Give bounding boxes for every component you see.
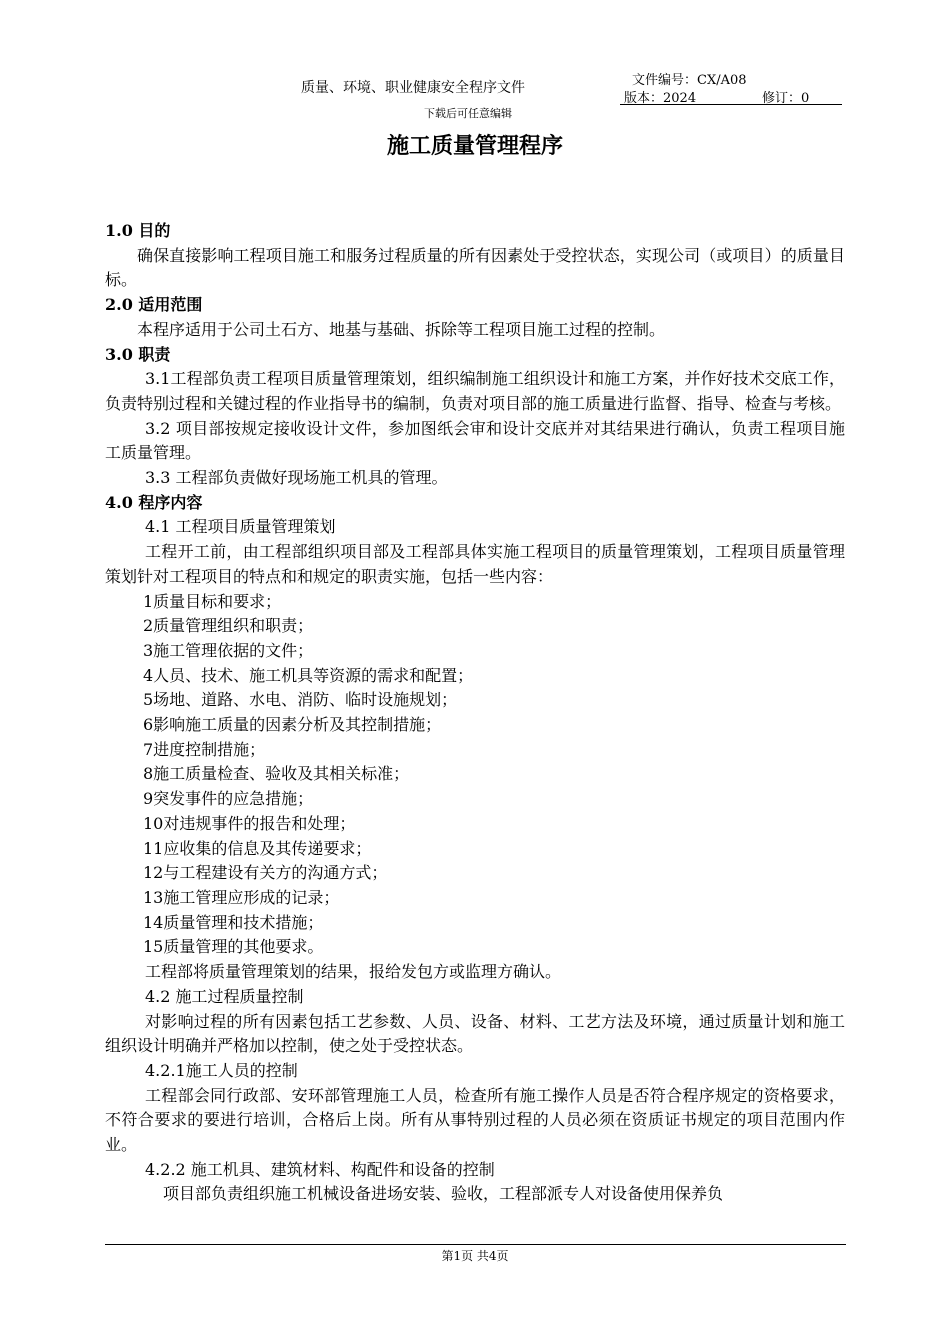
page-number: 第1页 共4页 [441,1249,509,1263]
list-item: 5场地、道路、水电、消防、临时设施规划； [143,690,458,710]
subsection-text-4-1: 工程开工前，由工程部组织项目部及工程部具体实施工程项目的质量管理策划，工程项目质量管理策划针对工程项目的特点和和规定的职责实施，包括一些内容： [105,542,845,586]
list-item: 1质量目标和要求； [143,591,282,611]
footer-divider [105,1244,846,1245]
list-item: 2质量管理组织和职责； [143,616,314,636]
header-divider [620,104,842,105]
subsection-heading-4-1: 4.1 工程项目质量管理策划 [145,517,336,537]
subsection-text-4-2-1: 工程部会同行政部、安环部管理施工人员，检查所有施工操作人员是否符合程序规定的资格要求，不符合要求的要进行培训，合格后上岗。所有从事特别过程的人员必须在资质证书规定的项目范围内作业。 [105,1085,845,1155]
doc-revision: 修订：0 [762,91,810,106]
section-heading-purpose: 1.0 目的 [105,221,171,240]
list-item: 7进度控制措施； [143,739,266,759]
section-heading-procedure: 4.0 程序内容 [105,492,203,512]
list-item: 14质量管理和技术措施； [143,912,324,932]
doc-series-title: 质量、环境、职业健康安全程序文件 [301,80,525,96]
section-heading-duties: 3.0 职责 [105,344,171,364]
list-item: 4人员、技术、施工机具等资源的需求和配置； [143,665,474,685]
download-note: 下载后可任意编辑 [424,107,512,120]
duty-3-2: 3.2 项目部按规定接收设计文件，参加图纸会审和设计交底并对其结果进行确认，负责工程项目施工质量管理。 [105,418,845,463]
page-title: 施工质量管理程序 [386,133,563,159]
list-item: 13施工管理应形成的记录； [143,887,340,907]
list-item: 12与工程建设有关方的沟通方式； [143,863,388,883]
section-text-scope: 本程序适用于公司土石方、地基与基础、拆除等工程项目施工过程的控制。 [137,319,666,339]
subsection-text-4-2: 对影响过程的所有因素包括工艺参数、人员、设备、材料、工艺方法及环境，通过质量计划和施工组织设计明确并严格加以控制，使之处于受控状态。 [105,1011,845,1056]
planning-conclusion: 工程部将质量管理策划的结果，报给发包方或监理方确认。 [145,962,562,982]
subsection-text-4-2-2: 项目部负责组织施工机械设备进场安装、验收，工程部派专人对设备使用保养负 [163,1184,724,1204]
doc-code: 文件编号：CX/A08 [632,73,747,88]
section-text-purpose: 确保直接影响工程项目施工和服务过程质量的所有因素处于受控状态，实现公司（或项目）的质量目标。 [105,245,845,290]
list-item: 8施工质量检查、验收及其相关标准； [143,764,410,784]
document-body [105,219,845,1207]
subsection-heading-4-2-1: 4.2.1施工人员的控制 [145,1060,298,1080]
subsection-heading-4-2-2: 4.2.2 施工机具、建筑材料、构配件和设备的控制 [145,1159,495,1179]
doc-version: 版本：2024 [624,91,697,106]
list-item: 11应收集的信息及其传递要求； [143,838,372,858]
section-heading-scope: 2.0 适用范围 [105,295,203,315]
list-item: 10对违规事件的报告和处理； [143,813,356,833]
planning-items-list [105,590,845,961]
duty-3-3: 3.3 工程部负责做好现场施工机具的管理。 [145,468,448,488]
list-item: 6影响施工质量的因素分析及其控制措施； [143,715,442,735]
list-item: 3施工管理依据的文件； [143,640,314,660]
duty-3-1: 3.1工程部负责工程项目质量管理策划，组织编制施工组织设计和施工方案，并作好技术交底工作，负责特别过程和关键过程的作业指导书的编制，负责对项目部的施工质量进行监督、指导、检查与考核。 [105,369,845,413]
subsection-heading-4-2: 4.2 施工过程质量控制 [145,986,304,1006]
list-item: 15质量管理的其他要求。 [143,937,324,957]
list-item: 9突发事件的应急措施； [143,789,314,809]
